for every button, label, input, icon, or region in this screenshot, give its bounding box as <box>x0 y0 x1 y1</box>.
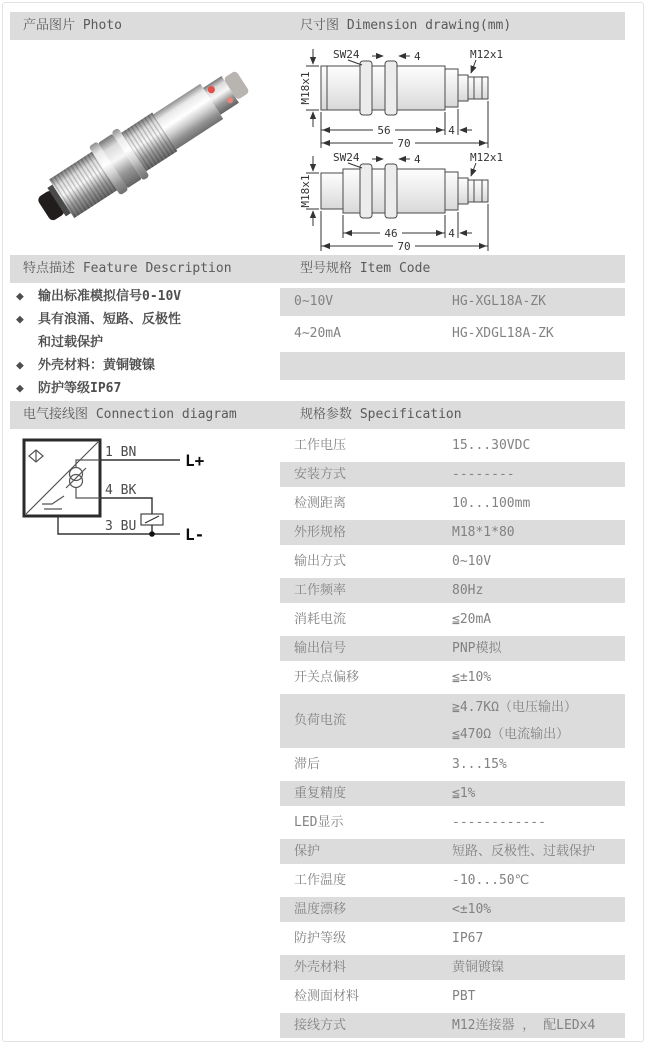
feature-text: 外壳材料：黄铜镀镍 <box>38 358 156 373</box>
supply-minus-terminal: L- <box>185 525 205 544</box>
spec-label: 工作温度 <box>294 873 347 888</box>
spec-label: 外形规格 <box>294 525 347 540</box>
spec-row <box>280 607 625 632</box>
spec-row <box>280 578 625 603</box>
spec-value: -------- <box>452 467 515 482</box>
spec-value: ≦±10% <box>452 670 492 685</box>
supply-plus-terminal: L+ <box>185 451 205 470</box>
feature-text: 防护等级IP67 <box>38 381 122 396</box>
section-header-feature-itemcode <box>10 255 625 283</box>
feature-text: 和过载保护 <box>38 335 104 350</box>
total-length-bottom: 70 <box>397 240 411 253</box>
sensor-body-group <box>28 57 258 235</box>
spec-value: <±10% <box>452 902 492 917</box>
total-length-top: 70 <box>397 137 411 150</box>
dimension-drawing-top <box>321 61 488 115</box>
diamond-bullet-icon: ◆ <box>16 358 24 373</box>
diamond-bullet-icon: ◆ <box>16 381 24 396</box>
pin4-black-label: 4 BK <box>105 483 137 498</box>
spec-label: 工作频率 <box>294 583 347 598</box>
spec-label: 输出信号 <box>294 641 347 656</box>
thread-label-top: M18x1 <box>299 71 312 105</box>
output-type: 0~10V <box>294 294 334 309</box>
item-code-row <box>280 320 625 348</box>
spec-label: 开关点偏移 <box>294 670 360 685</box>
spec-value-line2: ≦470Ω（电流输出） <box>452 727 570 742</box>
pin3-blue-label: 3 BU <box>105 519 137 534</box>
diamond-bullet-icon: ◆ <box>16 312 24 327</box>
photo-section-title: 产品图片 Photo <box>23 18 122 33</box>
pin1-brown-label: 1 BN <box>105 445 137 460</box>
connector-label-top: M12x1 <box>470 48 504 61</box>
spec-value: 10...100mm <box>452 496 531 511</box>
connection-diagram <box>12 430 277 555</box>
spec-label: 接线方式 <box>294 1018 347 1033</box>
section-header-connection-spec <box>10 401 625 429</box>
spec-row <box>280 520 625 545</box>
feature-text: 具有浪涌、短路、反极性 <box>38 312 182 327</box>
spec-row <box>280 549 625 574</box>
spec-label: 外壳材料 <box>294 960 347 975</box>
feature-item-continuation <box>16 331 278 354</box>
spec-label: 工作电压 <box>294 438 347 453</box>
spec-label: 温度漂移 <box>294 902 347 917</box>
section-header-photo-dimension <box>10 12 625 40</box>
feature-item <box>16 354 278 377</box>
feature-item <box>16 377 278 400</box>
dimension-section-title: 尺寸图 Dimension drawing(mm) <box>300 18 512 33</box>
spec-row <box>280 984 625 1009</box>
spec-row <box>280 1013 625 1038</box>
feature-list <box>16 285 278 400</box>
spec-label: 检测面材料 <box>294 989 360 1004</box>
spec-value: ------------ <box>452 815 546 830</box>
spec-value: PBT <box>452 989 476 1004</box>
item-code-row-empty <box>280 352 625 380</box>
spec-row <box>280 868 625 893</box>
step-length-bottom: 4 <box>448 227 455 240</box>
nut-width-label-top: 4 <box>414 50 421 63</box>
connection-section-title: 电气接线图 Connection diagram <box>23 407 237 422</box>
spec-value: IP67 <box>452 931 484 946</box>
body-length-top: 56 <box>377 124 391 137</box>
spec-row <box>280 636 625 661</box>
body-length-bottom: 46 <box>384 227 398 240</box>
spec-row <box>280 491 625 516</box>
spec-value: 0~10V <box>452 554 492 569</box>
spec-label: 检测距离 <box>294 496 347 511</box>
item-code: HG-XGL18A-ZK <box>452 294 546 309</box>
spec-value: ≦20mA <box>452 612 492 627</box>
itemcode-section-title: 型号规格 Item Code <box>300 261 431 276</box>
spec-row <box>280 955 625 980</box>
thread-label-bottom: M18x1 <box>299 174 312 208</box>
spec-value: PNP模拟 <box>452 641 502 656</box>
spec-label: 负荷电流 <box>294 713 347 728</box>
spec-label: 重复精度 <box>294 786 347 801</box>
spec-value: 短路、反极性、过载保护 <box>452 844 596 859</box>
spec-row <box>280 926 625 951</box>
spec-label: 输出方式 <box>294 554 347 569</box>
product-photo <box>14 46 272 244</box>
feature-item <box>16 285 278 308</box>
spec-value <box>452 694 625 748</box>
spec-label: 滞后 <box>294 757 321 772</box>
spec-value: 3...15% <box>452 757 507 772</box>
spec-row <box>280 462 625 487</box>
spec-row <box>280 810 625 835</box>
output-type: 4~20mA <box>294 326 341 341</box>
spec-label: 安装方式 <box>294 467 347 482</box>
wrench-size-label-top: SW24 <box>333 48 360 61</box>
step-length-top: 4 <box>448 124 455 137</box>
item-code-row <box>280 288 625 316</box>
item-code-table <box>280 288 625 384</box>
specification-table <box>280 433 625 1042</box>
feature-text: 输出标准模拟信号0-10V <box>38 289 182 304</box>
spec-row <box>280 781 625 806</box>
diamond-bullet-icon: ◆ <box>16 289 24 304</box>
wrench-size-label-bottom: SW24 <box>333 151 360 164</box>
spec-value: 15...30VDC <box>452 438 531 453</box>
spec-value: M18*1*80 <box>452 525 515 540</box>
dimension-drawings <box>288 42 638 254</box>
spec-value: 黄铜镀镍 <box>452 960 505 975</box>
spec-value: M12连接器 ， 配LEDx4 <box>452 1018 596 1033</box>
feature-section-title: 特点描述 Feature Description <box>23 261 232 276</box>
spec-row-load-current <box>280 694 625 748</box>
spec-value-line1: ≧4.7KΩ（电压输出） <box>452 700 577 715</box>
spec-row <box>280 665 625 690</box>
spec-value: ≦1% <box>452 786 476 801</box>
connector-label-bottom: M12x1 <box>470 151 504 164</box>
spec-label: LED显示 <box>294 815 344 830</box>
dimension-drawing-bottom <box>321 164 488 218</box>
spec-label: 防护等级 <box>294 931 347 946</box>
spec-row <box>280 752 625 777</box>
feature-item <box>16 308 278 331</box>
spec-section-title: 规格参数 Specification <box>300 407 462 422</box>
sensor-schematic-box <box>24 440 100 516</box>
spec-row <box>280 839 625 864</box>
spec-row <box>280 897 625 922</box>
spec-row <box>280 433 625 458</box>
item-code: HG-XDGL18A-ZK <box>452 326 554 341</box>
nut-width-label-bottom: 4 <box>414 153 421 166</box>
wire-junction-dot <box>149 531 155 537</box>
spec-label: 消耗电流 <box>294 612 347 627</box>
spec-label: 保护 <box>294 844 321 859</box>
spec-value: -10...50℃ <box>452 873 530 888</box>
spec-value: 80Hz <box>452 583 484 598</box>
